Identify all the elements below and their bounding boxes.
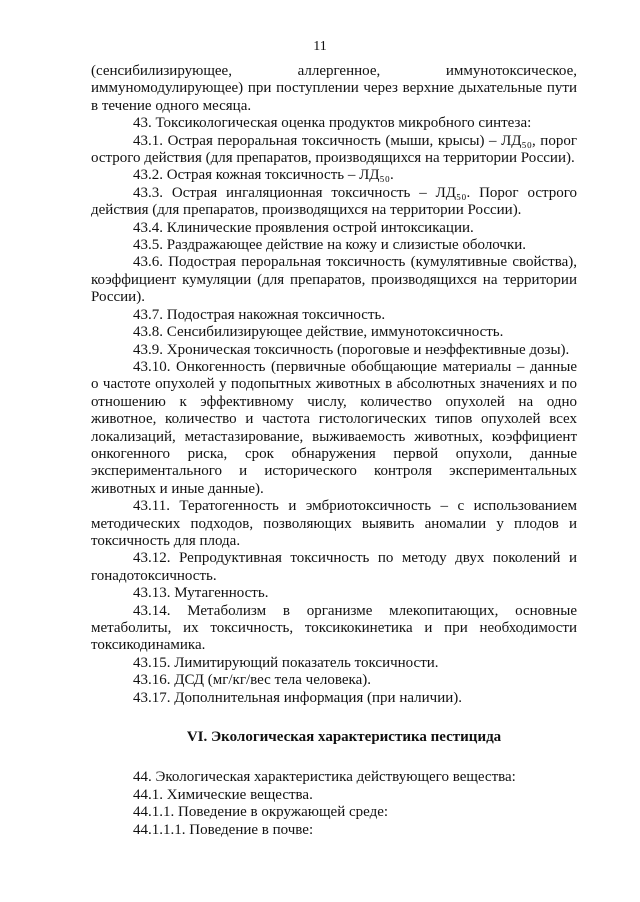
paragraph-44-1-1: 44.1.1. Поведение в окружающей среде: bbox=[133, 804, 389, 821]
paragraph-43-17: 43.17. Дополнительная информация (при наличии). bbox=[133, 689, 462, 706]
paragraph-43-12: 43.12. Репродуктивная токсичность по методу двух поколений и гонадотоксичность. bbox=[91, 550, 577, 584]
document-body bbox=[91, 63, 577, 839]
paragraph-44-1-1-1: 44.1.1.1. Поведение в почве: bbox=[133, 821, 314, 838]
paragraph-43-7: 43.7. Подострая накожная токсичность. bbox=[133, 306, 386, 323]
paragraph-43-16: 43.16. ДСД (мг/кг/вес тела человека). bbox=[133, 672, 371, 689]
paragraph-44: 44. Экологическая характеристика действующего вещества: bbox=[133, 769, 516, 786]
paragraph-43-5: 43.5. Раздражающее действие на кожу и слизистые оболочки. bbox=[133, 237, 527, 254]
paragraph-43-15: 43.15. Лимитирующий показатель токсичности. bbox=[133, 654, 439, 671]
paragraph-43-10: 43.10. Онкогенность (первичные обобщающие материалы – данные о частоте опухолей у подопытных животных в абсолютных значениях и по отношению к эффективному числу, количество опухолей на одно животное, количество и частота гистологических типов опухолей всех локализаций, метастазирование, выживаемость животных, коэффициент онкогенного риска, срок обнаружения первой опухоли, данные экспериментального и исторического контроля экспериментальных животных и иные данные). bbox=[91, 358, 577, 497]
paragraph-43-14: 43.14. Метаболизм в организме млекопитающих, основные метаболиты, их токсичность, токсикокинетика и при необходимости токсикодинамика. bbox=[91, 602, 577, 654]
paragraph-43-9: 43.9. Хроническая токсичность (пороговые и неэффективные дозы). bbox=[133, 341, 570, 358]
paragraph-44-1: 44.1. Химические вещества. bbox=[133, 786, 313, 803]
paragraph-43: 43. Токсикологическая оценка продуктов микробного синтеза: bbox=[133, 115, 532, 132]
page-number: 11 bbox=[313, 39, 327, 54]
paragraph-intro: (сенсибилизирующее, аллергенное, иммунотоксическое, иммуномодулирующее) при поступлении через верхние дыхательные пути в течение одного месяца. bbox=[91, 63, 577, 114]
paragraph-43-11: 43.11. Тератогенность и эмбриотоксичность – с использованием методических подходов, позволяющих выявить аномалии у плодов и токсичность для плода. bbox=[91, 498, 577, 549]
paragraph-43-13: 43.13. Мутагенность. bbox=[133, 585, 269, 602]
paragraph-43-2: 43.2. Острая кожная токсичность – ЛД₅₀. bbox=[133, 167, 394, 184]
paragraph-43-1: 43.1. Острая пероральная токсичность (мыши, крысы) – ЛД₅₀, порог острого действия (для препаратов, производящихся на территории России). bbox=[91, 132, 577, 167]
section-heading: VI. Экологическая характеристика пестицида bbox=[186, 729, 502, 746]
paragraph-43-3: 43.3. Острая ингаляционная токсичность – ЛД₅₀. Порог острого действия (для препаратов, производящихся на территории России). bbox=[91, 184, 577, 219]
paragraph-43-8: 43.8. Сенсибилизирующее действие, иммунотоксичность. bbox=[133, 324, 504, 341]
paragraph-43-4: 43.4. Клинические проявления острой интоксикации. bbox=[133, 219, 474, 236]
paragraph-43-6: 43.6. Подострая пероральная токсичность (кумулятивные свойства), коэффициент кумуляции (для препаратов, производящихся на территории России). bbox=[91, 254, 577, 306]
